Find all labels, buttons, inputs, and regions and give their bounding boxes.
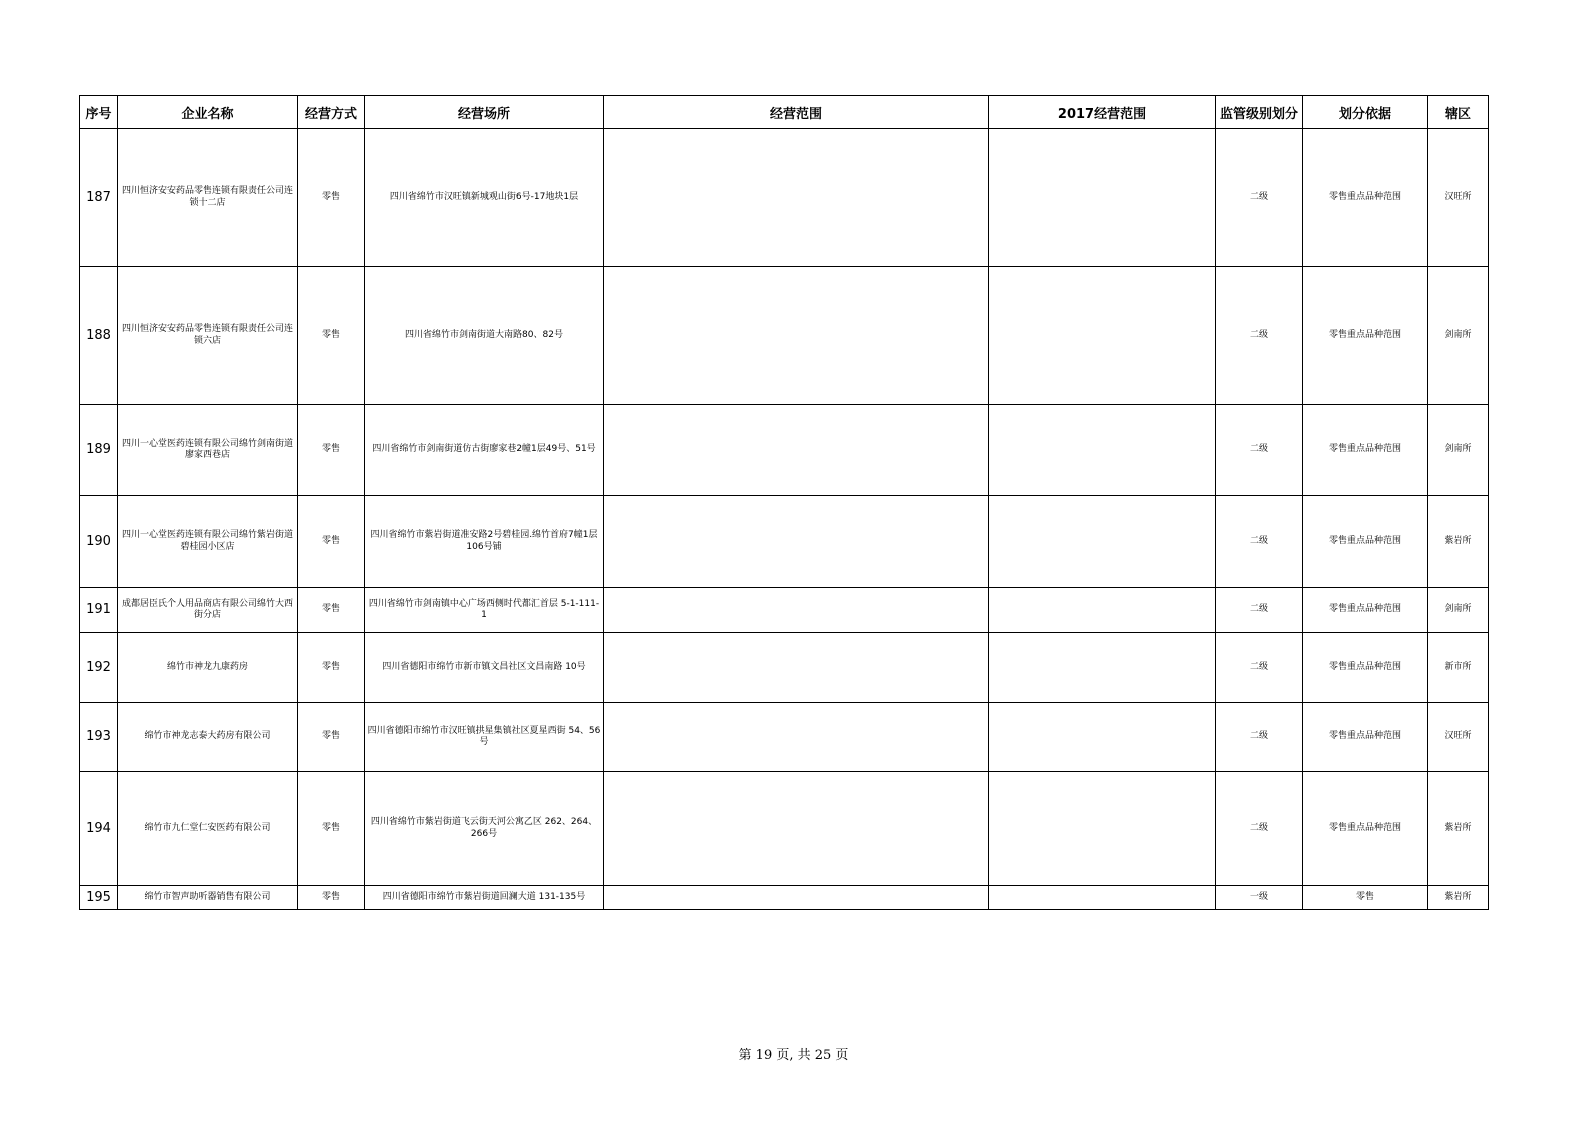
table-row xyxy=(80,703,1489,772)
row-scope xyxy=(604,129,989,267)
row-seq: 193 xyxy=(80,703,118,772)
row-basis: 零售重点品种范围 xyxy=(1303,267,1428,405)
row-basis: 零售重点品种范围 xyxy=(1303,703,1428,772)
row-basis: 零售重点品种范围 xyxy=(1303,633,1428,703)
row-seq: 190 xyxy=(80,496,118,588)
row-scope-2017 xyxy=(989,703,1216,772)
row-mode: 零售 xyxy=(298,405,365,496)
row-seq: 188 xyxy=(80,267,118,405)
row-company: 四川一心堂医药连锁有限公司绵竹剑南街道廖家西巷店 xyxy=(118,405,298,496)
row-place: 四川省绵竹市紫岩街道飞云街天河公寓乙区 262、264、266号 xyxy=(365,772,604,886)
row-seq: 187 xyxy=(80,129,118,267)
row-district: 紫岩所 xyxy=(1428,886,1489,910)
enterprise-table xyxy=(79,95,1489,910)
header-basis: 划分依据 xyxy=(1303,96,1428,129)
row-company: 绵竹市九仁堂仁安医药有限公司 xyxy=(118,772,298,886)
header-place: 经营场所 xyxy=(365,96,604,129)
row-mode: 零售 xyxy=(298,588,365,633)
row-scope-2017 xyxy=(989,496,1216,588)
row-company: 四川恒济安安药品零售连锁有限责任公司连锁十二店 xyxy=(118,129,298,267)
row-level: 二级 xyxy=(1216,703,1303,772)
header-scope-2017: 2017经营范围 xyxy=(989,96,1216,129)
row-level: 二级 xyxy=(1216,496,1303,588)
row-district: 汉旺所 xyxy=(1428,703,1489,772)
table-row xyxy=(80,129,1489,267)
row-scope-2017 xyxy=(989,405,1216,496)
row-district: 剑南所 xyxy=(1428,405,1489,496)
row-scope xyxy=(604,886,989,910)
row-level: 二级 xyxy=(1216,129,1303,267)
row-mode: 零售 xyxy=(298,129,365,267)
row-basis: 零售重点品种范围 xyxy=(1303,496,1428,588)
table-row xyxy=(80,267,1489,405)
row-place: 四川省绵竹市剑南街道大南路80、82号 xyxy=(365,267,604,405)
row-district: 新市所 xyxy=(1428,633,1489,703)
header-mode: 经营方式 xyxy=(298,96,365,129)
row-scope-2017 xyxy=(989,129,1216,267)
row-seq: 194 xyxy=(80,772,118,886)
row-company: 成都居臣氏个人用品商店有限公司绵竹大西街分店 xyxy=(118,588,298,633)
table-row xyxy=(80,633,1489,703)
row-district: 紫岩所 xyxy=(1428,496,1489,588)
row-basis: 零售重点品种范围 xyxy=(1303,405,1428,496)
row-scope xyxy=(604,267,989,405)
row-mode: 零售 xyxy=(298,267,365,405)
row-district: 紫岩所 xyxy=(1428,772,1489,886)
row-company: 绵竹市神龙九康药房 xyxy=(118,633,298,703)
row-mode: 零售 xyxy=(298,886,365,910)
row-scope-2017 xyxy=(989,772,1216,886)
row-scope xyxy=(604,703,989,772)
row-company: 四川恒济安安药品零售连锁有限责任公司连锁六店 xyxy=(118,267,298,405)
row-district: 剑南所 xyxy=(1428,588,1489,633)
header-company: 企业名称 xyxy=(118,96,298,129)
header-scope: 经营范围 xyxy=(604,96,989,129)
row-company: 绵竹市神龙志泰大药房有限公司 xyxy=(118,703,298,772)
row-place: 四川省绵竹市紫岩街道准安路2号碧桂园.绵竹首府7幢1层106号铺 xyxy=(365,496,604,588)
regulatory-table-container xyxy=(79,95,1488,910)
row-mode: 零售 xyxy=(298,772,365,886)
row-level: 一级 xyxy=(1216,886,1303,910)
row-place: 四川省德阳市绵竹市汉旺镇拱星集镇社区夏星西街 54、56号 xyxy=(365,703,604,772)
row-place: 四川省绵竹市剑南镇中心广场西侧时代都汇首层 5-1-111-1 xyxy=(365,588,604,633)
header-seq: 序号 xyxy=(80,96,118,129)
row-district: 剑南所 xyxy=(1428,267,1489,405)
row-scope-2017 xyxy=(989,633,1216,703)
table-row xyxy=(80,405,1489,496)
row-basis: 零售重点品种范围 xyxy=(1303,588,1428,633)
table-row xyxy=(80,886,1489,910)
row-place: 四川省绵竹市剑南街道仿古街廖家巷2幢1层49号、51号 xyxy=(365,405,604,496)
table-row xyxy=(80,772,1489,886)
row-level: 二级 xyxy=(1216,633,1303,703)
row-scope xyxy=(604,405,989,496)
table-header-row xyxy=(80,96,1489,129)
row-mode: 零售 xyxy=(298,496,365,588)
table-row xyxy=(80,588,1489,633)
table-row xyxy=(80,496,1489,588)
row-seq: 189 xyxy=(80,405,118,496)
row-company: 四川一心堂医药连锁有限公司绵竹紫岩街道碧桂园小区店 xyxy=(118,496,298,588)
row-place: 四川省绵竹市汉旺镇新城观山街6号-17地块1层 xyxy=(365,129,604,267)
row-level: 二级 xyxy=(1216,588,1303,633)
row-scope-2017 xyxy=(989,267,1216,405)
row-company: 绵竹市智声助听器销售有限公司 xyxy=(118,886,298,910)
row-level: 二级 xyxy=(1216,772,1303,886)
row-place: 四川省德阳市绵竹市紫岩街道回澜大道 131-135号 xyxy=(365,886,604,910)
row-level: 二级 xyxy=(1216,267,1303,405)
row-level: 二级 xyxy=(1216,405,1303,496)
row-basis: 零售重点品种范围 xyxy=(1303,129,1428,267)
row-district: 汉旺所 xyxy=(1428,129,1489,267)
row-scope xyxy=(604,496,989,588)
header-district: 辖区 xyxy=(1428,96,1489,129)
header-level: 监管级别划分 xyxy=(1216,96,1303,129)
row-mode: 零售 xyxy=(298,703,365,772)
row-mode: 零售 xyxy=(298,633,365,703)
row-scope-2017 xyxy=(989,886,1216,910)
row-scope xyxy=(604,588,989,633)
row-seq: 192 xyxy=(80,633,118,703)
row-scope xyxy=(604,772,989,886)
row-place: 四川省德阳市绵竹市新市镇文昌社区文昌南路 10号 xyxy=(365,633,604,703)
row-basis: 零售 xyxy=(1303,886,1428,910)
row-scope xyxy=(604,633,989,703)
row-seq: 195 xyxy=(80,886,118,910)
page-number-footer: 第 19 页, 共 25 页 xyxy=(738,1048,849,1063)
row-seq: 191 xyxy=(80,588,118,633)
row-scope-2017 xyxy=(989,588,1216,633)
row-basis: 零售重点品种范围 xyxy=(1303,772,1428,886)
